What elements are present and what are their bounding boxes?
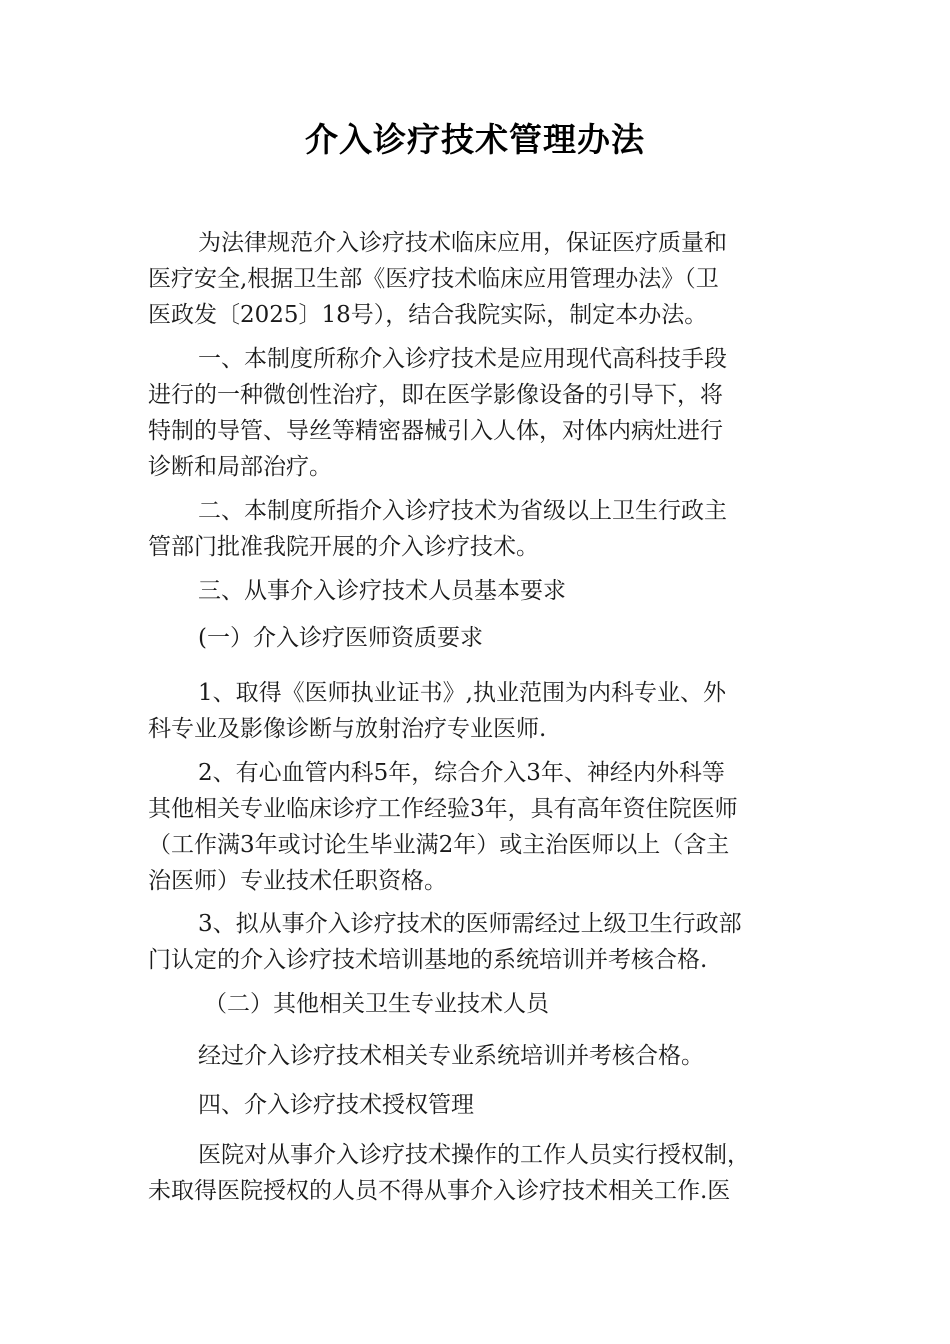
- paragraph-line: 管部门批准我院开展的介入诊疗技术。: [148, 534, 539, 560]
- subsection-heading-1: [148, 620, 804, 656]
- paragraph-item-1: [148, 675, 804, 747]
- paragraph-line: 门认定的介入诊疗技术培训基地的系统培训并考核合格.: [148, 947, 708, 973]
- paragraph-line: 诊断和局部治疗。: [148, 454, 332, 480]
- paragraph-item-3: [148, 906, 804, 978]
- document-title: 介入诊疗技术管理办法: [305, 120, 645, 159]
- paragraph-line: 2、有心血管内科5年，综合介入3年、神经内外科等: [198, 760, 725, 786]
- paragraph-line: （二）其他相关卫生专业技术人员: [204, 991, 549, 1017]
- paragraph-line: （工作满3年或讨论生毕业满2年）或主治医师以上（含主: [148, 832, 730, 858]
- paragraph-line: 医政发〔2025〕18号），结合我院实际，制定本办法。: [148, 302, 708, 328]
- paragraph-line: 医疗安全,根据卫生部《医疗技术临床应用管理办法》（卫: [148, 266, 719, 292]
- paragraph-line: 医院对从事介入诊疗技术操作的工作人员实行授权制，: [198, 1142, 750, 1168]
- paragraph-other-staff: [148, 1038, 804, 1074]
- paragraph-line: 一、本制度所称介入诊疗技术是应用现代高科技手段: [198, 346, 727, 372]
- paragraph-intro: [148, 225, 804, 333]
- paragraph-line: 科专业及影像诊断与放射治疗专业医师.: [148, 716, 547, 742]
- paragraph-line: 为法律规范介入诊疗技术临床应用，保证医疗质量和: [198, 230, 727, 256]
- section-heading-4: [148, 1087, 804, 1123]
- paragraph-line: 3、拟从事介入诊疗技术的医师需经过上级卫生行政部: [198, 911, 742, 937]
- paragraph-line: 三、从事介入诊疗技术人员基本要求: [198, 578, 566, 604]
- paragraph-authorization: [148, 1137, 804, 1209]
- paragraph-line: 经过介入诊疗技术相关专业系统培训并考核合格。: [198, 1043, 704, 1069]
- paragraph-line: (一）介入诊疗医师资质要求: [198, 625, 483, 651]
- paragraph-line: 进行的一种微创性治疗，即在医学影像设备的引导下，将: [148, 382, 723, 408]
- paragraph-item-2: [148, 755, 804, 899]
- paragraph-section-1: [148, 341, 804, 485]
- paragraph-line: 四、介入诊疗技术授权管理: [198, 1092, 474, 1118]
- paragraph-line: 二、本制度所指介入诊疗技术为省级以上卫生行政主: [198, 498, 727, 524]
- paragraph-line: 未取得医院授权的人员不得从事介入诊疗技术相关工作.医: [148, 1178, 731, 1204]
- section-heading-3: [148, 573, 804, 609]
- subsection-heading-2: [148, 986, 804, 1022]
- paragraph-line: 治医师）专业技术任职资格。: [148, 868, 447, 894]
- paragraph-line: 特制的导管、导丝等精密器械引入人体，对体内病灶进行: [148, 418, 723, 444]
- paragraph-line: 1、取得《医师执业证书》,执业范围为内科专业、外: [198, 680, 726, 706]
- paragraph-line: 其他相关专业临床诊疗工作经验3年，具有高年资住院医师: [148, 796, 738, 822]
- paragraph-section-2: [148, 493, 804, 565]
